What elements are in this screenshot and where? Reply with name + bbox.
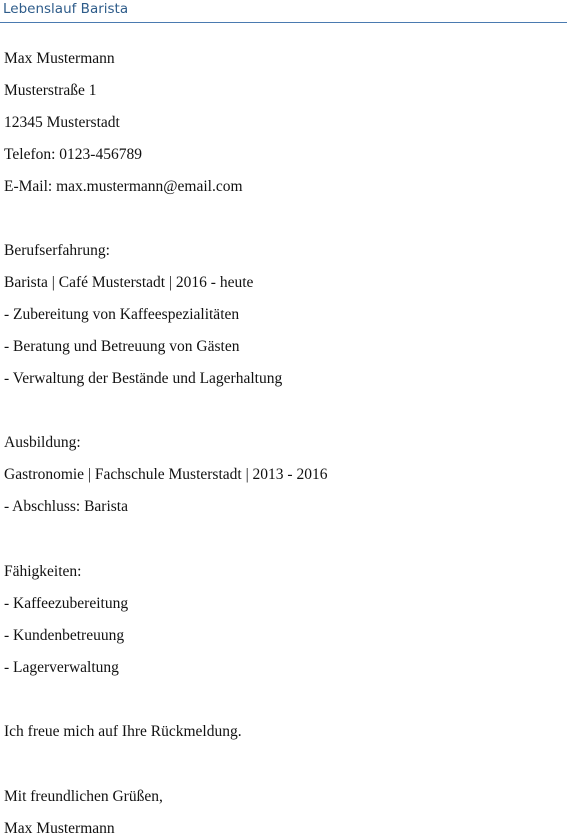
closing-message: Ich freue mich auf Ihre Rückmeldung. [4, 723, 242, 740]
contact-name: Max Mustermann [4, 50, 115, 67]
experience-item: - Verwaltung der Bestände und Lagerhaltung [4, 370, 283, 387]
experience-heading: Berufserfahrung: [4, 242, 110, 259]
skills-item: - Kundenbetreuung [4, 627, 125, 644]
education-entry: Gastronomie | Fachschule Musterstadt | 2013 - 2016 [4, 466, 328, 483]
experience-item: - Zubereitung von Kaffeespezialitäten [4, 306, 240, 323]
education-heading: Ausbildung: [4, 434, 81, 451]
signature-name: Max Mustermann [4, 820, 115, 837]
contact-email: E-Mail: max.mustermann@email.com [4, 178, 243, 195]
closing-greeting: Mit freundlichen Grüßen, [4, 788, 163, 805]
contact-street: Musterstraße 1 [4, 82, 97, 99]
experience-entry: Barista | Café Musterstadt | 2016 - heute [4, 274, 254, 291]
document-title: Lebenslauf Barista [3, 1, 129, 17]
skills-item: - Kaffeezubereitung [4, 595, 129, 612]
skills-item: - Lagerverwaltung [4, 659, 119, 676]
education-item: - Abschluss: Barista [4, 498, 128, 515]
document-header [0, 0, 567, 23]
skills-heading: Fähigkeiten: [4, 563, 82, 580]
contact-city: 12345 Musterstadt [4, 114, 120, 131]
contact-phone: Telefon: 0123-456789 [4, 146, 142, 163]
experience-item: - Beratung und Betreuung von Gästen [4, 338, 240, 355]
